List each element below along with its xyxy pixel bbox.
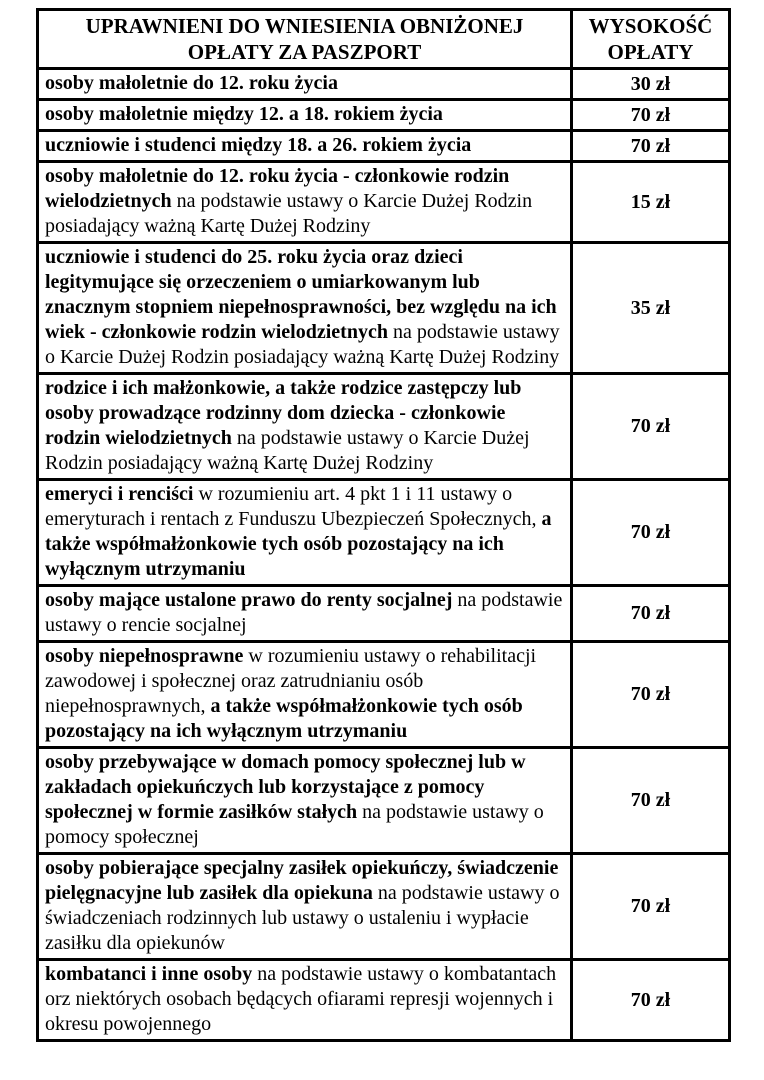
entitled-text-segment: a także współmałżonkowie tych osób pozostający na ich wyłącznym utrzymaniu <box>45 508 552 580</box>
fee-cell: 70 zł <box>572 100 730 131</box>
column-header-fee-amount: WYSOKOŚĆ OPŁATY <box>572 10 730 69</box>
entitled-text-segment: na podstawie ustawy o Karcie Dużej Rodzin posiadający ważną Kartę Dużej Rodziny <box>45 427 530 474</box>
entitled-cell <box>38 960 572 1041</box>
table-row <box>38 374 730 480</box>
entitled-text-segment: a także współmałżonkowie tych osób pozostający na ich wyłącznym utrzymaniu <box>45 695 523 742</box>
fee-cell: 15 zł <box>572 162 730 243</box>
entitled-cell <box>38 374 572 480</box>
column-header-entitled: UPRAWNIENI DO WNIESIENIA OBNIŻONEJ OPŁATY ZA PASZPORT <box>38 10 572 69</box>
table-row <box>38 131 730 162</box>
table-row <box>38 854 730 960</box>
entitled-text-segment: uczniowie i studenci do 25. roku życia oraz dzieci legitymujące się orzeczeniem o umiarkowanym lub znacznym stopniem niepełnosprawności, bez względu na ich wiek - członkowie rodzin wielodzietnych <box>45 246 557 343</box>
entitled-cell <box>38 748 572 854</box>
entitled-text-segment: w rozumieniu ustawy o rehabilitacji zawodowej i społecznej oraz zatrudnianiu osób niepełnosprawnych, <box>45 645 537 717</box>
table-row <box>38 586 730 642</box>
table-row <box>38 243 730 374</box>
table-row <box>38 480 730 586</box>
entitled-text-segment: rodzice i ich małżonkowie, a także rodzice zastępczy lub osoby prowadzące rodzinny dom dziecka - członkowie rodzin wielodzietnych <box>45 377 522 449</box>
table-row <box>38 162 730 243</box>
fee-cell: 70 zł <box>572 374 730 480</box>
entitled-text-segment: osoby małoletnie do 12. roku życia - członkowie rodzin wielodzietnych <box>45 165 510 212</box>
entitled-text-segment: na podstawie ustawy o pomocy społecznej <box>45 801 544 848</box>
entitled-cell <box>38 854 572 960</box>
table-row <box>38 748 730 854</box>
entitled-text-segment: osoby małoletnie między 12. a 18. rokiem życia <box>45 103 443 125</box>
table-row <box>38 69 730 100</box>
fee-cell: 70 zł <box>572 480 730 586</box>
fee-cell: 70 zł <box>572 131 730 162</box>
entitled-text-segment: na podstawie ustawy o Karcie Dużej Rodzin posiadający ważną Kartę Dużej Rodziny <box>45 190 533 237</box>
entitled-text-segment: osoby pobierające specjalny zasiłek opiekuńczy, świadczenie pielęgnacyjne lub zasiłek dla opiekuna <box>45 857 559 904</box>
table-body <box>38 69 730 1041</box>
fee-cell: 70 zł <box>572 748 730 854</box>
entitled-cell <box>38 586 572 642</box>
table-row <box>38 960 730 1041</box>
entitled-cell <box>38 162 572 243</box>
entitled-text-segment: kombatanci i inne osoby <box>45 963 253 985</box>
fee-cell: 70 zł <box>572 642 730 748</box>
entitled-cell <box>38 480 572 586</box>
entitled-cell <box>38 243 572 374</box>
entitled-text-segment: w rozumieniu art. 4 pkt 1 i 11 ustawy o emeryturach i rentach z Funduszu Ubezpieczeń Społecznych, <box>45 483 542 530</box>
entitled-cell <box>38 69 572 100</box>
entitled-cell <box>38 131 572 162</box>
entitled-text-segment: na podstawie ustawy o Karcie Dużej Rodzin posiadający ważną Kartę Dużej Rodziny <box>45 321 560 368</box>
fee-cell: 70 zł <box>572 854 730 960</box>
fee-cell: 35 zł <box>572 243 730 374</box>
entitled-text-segment: osoby niepełnosprawne <box>45 645 244 667</box>
entitled-text-segment: na podstawie ustawy o rencie socjalnej <box>45 589 563 636</box>
passport-fee-table <box>36 8 731 1042</box>
entitled-text-segment: emeryci i renciści <box>45 483 194 505</box>
fee-cell: 70 zł <box>572 586 730 642</box>
entitled-text-segment: na podstawie ustawy o kombatantach orz niektórych osobach będących ofiarami represji wojennych i okresu powojennego <box>45 963 557 1035</box>
fee-cell: 70 zł <box>572 960 730 1041</box>
entitled-cell <box>38 100 572 131</box>
table-row <box>38 642 730 748</box>
entitled-cell <box>38 642 572 748</box>
entitled-text-segment: uczniowie i studenci między 18. a 26. rokiem życia <box>45 134 472 156</box>
fee-cell: 30 zł <box>572 69 730 100</box>
entitled-text-segment: osoby przebywające w domach pomocy społecznej lub w zakładach opiekuńczych lub korzystające z pomocy społecznej w formie zasiłków stałych <box>45 751 526 823</box>
table-header-row <box>38 10 730 69</box>
table-row <box>38 100 730 131</box>
entitled-text-segment: osoby małoletnie do 12. roku życia <box>45 72 338 94</box>
entitled-text-segment: na podstawie ustawy o świadczeniach rodzinnych lub ustawy o ustaleniu i wypłacie zasiłku dla opiekunów <box>45 882 560 954</box>
entitled-text-segment: osoby mające ustalone prawo do renty socjalnej <box>45 589 453 611</box>
